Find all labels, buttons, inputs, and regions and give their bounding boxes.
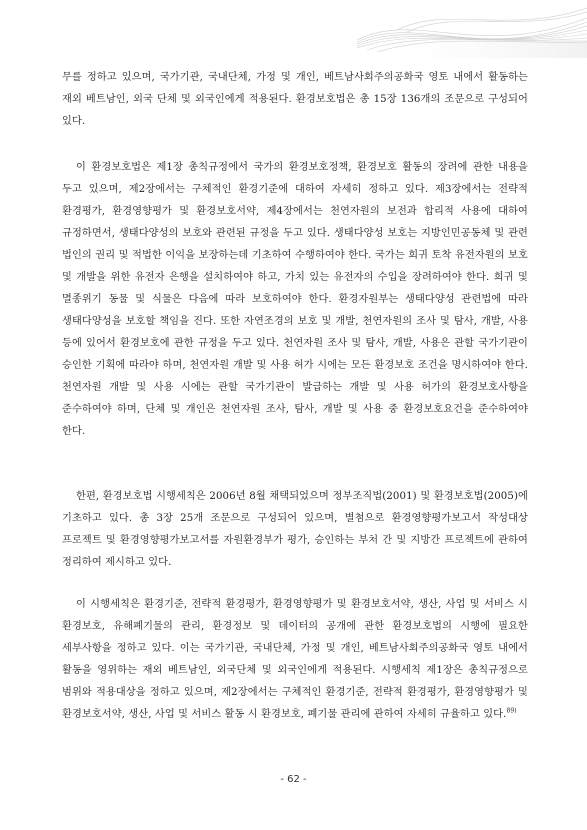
- header-wave-decoration: [357, 0, 587, 70]
- page-number: - 62 -: [280, 774, 307, 785]
- body-paragraph-4: [62, 594, 528, 726]
- footnote-ref[interactable]: 89): [506, 707, 517, 715]
- body-paragraph-1: 무를 정하고 있으며, 국가기관, 국내단체, 가정 및 개인, 베트남사회주의공화국 영토 내에서 활동하는 재외 베트남인, 외국 단체 및 외국인에게 적용된다. 환경보호법은 총 15장 136개의 조문으로 구성되어 있다.: [62, 72, 528, 127]
- paragraph-4-text: 이 시행세칙은 환경기준, 전략적 환경평가, 환경영향평가 및 환경보호서약, 생산, 사업 및 서비스 시 환경보호, 유해폐기물의 관리, 환경정보 및 데이터의 공개에 관한 환경보호법의 시행에 필요한 세부사항을 정하고 있다. 이는 국가기관, 국내단체, 가정 및 개인, 베트남사회주의공화국 영토 내에서 활동을 영위하는 재외 베트남인, 외국단체 및 외국인에게 적용된다. 시행세칙 제1장은 총칙규정으로 범위와 적용대상을 정하고 있으며, 제2장에서는 구체적인 환경기준, 전략적 환경평가, 환경영향평가 및 환경보호서약, 생산, 사업 및 서비스 활동 시 환경보호, 폐기물 관리에 관하여 자세히 규율하고 있다.: [62, 599, 528, 720]
- body-paragraph-3: 한편, 환경보호법 시행세칙은 2006년 8월 채택되었으며 정부조직법(2001) 및 환경보호법(2005)에 기초하고 있다. 총 3장 25개 조문으로 구성되어 있으며, 별첨으로 환경영향평가보고서 작성대상 프로젝트 및 환경영향평가보고서를 자원환경부가 평가, 승인하는 부처 간 및 지방간 프로젝트에 관하여 정리하여 제시하고 있다.: [62, 491, 528, 568]
- body-paragraph-2: 이 환경보호법은 제1장 총칙규정에서 국가의 환경보호정책, 환경보호 활동의 장려에 관한 내용을 두고 있으며, 제2장에서는 구체적인 환경기준에 대하여 자세히 정하고 있다. 제3장에서는 전략적 환경평가, 환경영향평가 및 환경보호서약, 제4장에서는 천연자원의 보전과 합리적 사용에 대하여 규정하면서, 생태다양성의 보호와 관련된 규정을 두고 있다. 생태다양성 보호는 지방인민공동체 및 관련 법인의 권리 및 적법한 이익을 보장하는데 기초하여 수행하여야 한다. 국가는 희귀 토착 유전자원의 보호 및 개발을 위한 유전자 은행을 설치하여야 하고, 가치 있는 유전자의 수입을 장려하여야 한다. 희귀 및 멸종위기 동물 및 식물은 다음에 따라 보호하여야 한다. 환경자원부는 생태다양성 관련법에 따라 생태다양성을 보호할 책임을 진다. 또한 자연조경의 보호 및 개발, 천연자원의 조사 및 탐사, 개발, 사용 등에 있어서 환경보호에 관한 규정을 두고 있다. 천연자원 조사 및 탐사, 개발, 사용은 관할 국가기관이 승인한 기획에 따라야 하며, 천연자원 개발 및 사용 허가 시에는 모든 환경보호 조건을 명시하여야 한다. 천연자원 개발 및 사용 시에는 관할 국가기관이 발급하는 개발 및 사용 허가의 환경보호사항을 준수하여야 하며, 단체 및 개인은 천연자원 조사, 탐사, 개발 및 사용 중 환경보호요건을 준수하여야 한다.: [62, 162, 528, 437]
